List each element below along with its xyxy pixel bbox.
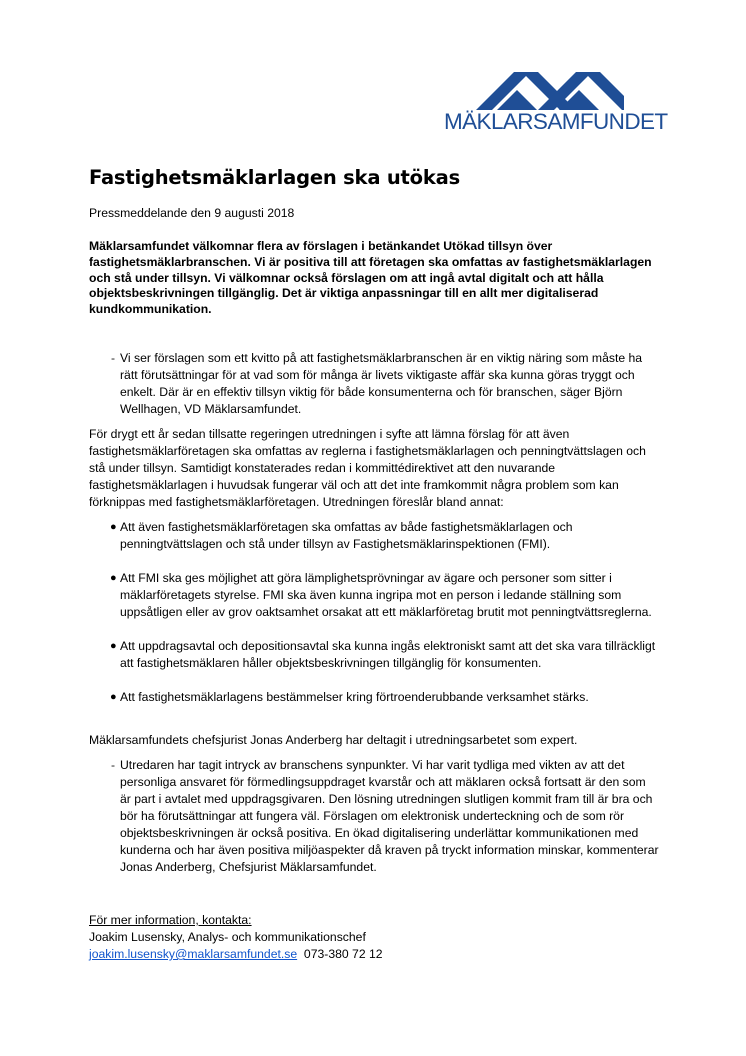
list-item: ● Att även fastighetsmäklarföretagen ska omfattas av både fastighetsmäklarlagen och penningtvättslagen och stå under tillsyn av Fastighetsmäklarinspektionen (FMI). — [110, 520, 573, 551]
bullet-marker: ● — [110, 572, 117, 584]
list-item: ● Att uppdragsavtal och depositionsavtal ska kunna ingås elektroniskt samt att det ska vara tillräckligt att fastighetsmäklaren håller objektsbeskrivningen tillgänglig för konsumenten. — [110, 639, 656, 670]
dash-marker: - — [111, 351, 116, 365]
quote-anderberg — [89, 757, 659, 876]
roofs-logo-icon — [476, 70, 624, 110]
body-paragraph-expert: Mäklarsamfundets chefsjurist Jonas Anderberg har deltagit i utredningsarbetet som expert. — [89, 733, 578, 747]
contact-phone: 073-380 72 12 — [303, 947, 383, 961]
list-item: ● Att fastighetsmäklarlagens bestämmelser kring förtroenderubbande verksamhet stärks. — [110, 690, 589, 704]
body-paragraph-background: För drygt ett år sedan tillsatte regeringen utredningen i syfte att lämna förslag för att även fastighetsmäklarföretagen ska omfattas av reglerna i fastighetsmäklarlagen och penningtvättslagen och stå under tillsyn. Samtidigt konstaterades redan i kommittédirektivet att den nuvarande fastighetsmäklarlagen i huvudsak fungerar väl och att det inte framkommit några problem som kan förknippas med fastighetsmäklarföretagen. Utredningen föreslår bland annat: — [89, 427, 646, 509]
bullet-marker: ● — [110, 691, 117, 703]
contact-block — [89, 912, 383, 963]
page-title: Fastighetsmäklarlagen ska utökas — [89, 166, 461, 189]
bullet-marker: ● — [110, 521, 117, 533]
quote-text: Utredaren har tagit intryck av branschens synpunkter. Vi har varit tydliga med vikten av att det personliga ansvaret för förmedlingsuppdraget kvarstår och att mäklaren också fortsatt är den som är part i avtalet med uppdragsgivaren. Den lösning utredningen slutligen kommit fram till är bra och bör ha förutsättningar att fungera väl. Förslagen om elektronisk underteckning och de som rör objektsbeskrivningen är också positiva. En ökad digitalisering underlättar kommunikationen med kunderna och har även positiva miljöaspekter då kraven på tryckt information minskar, kommenterar Jonas Anderberg, Chefsjurist Mäklarsamfundet. — [120, 758, 659, 874]
proposal-list — [89, 519, 659, 723]
lead-paragraph: Mäklarsamfundet välkomnar flera av förslagen i betänkandet Utökad tillsyn över fastighetsmäklarbranschen. Vi är positiva till att företagen ska omfattas av fastighetsmäklarlagen och stå under tillsyn. Vi välkomnar också förslagen om att ingå avtal digitalt och att hålla objektsbeskrivningen tillgänglig. Det är viktiga anpassningar till en allt mer digitaliserad kundkommunikation. — [89, 239, 652, 317]
maklarsamfundet-logo — [444, 70, 668, 136]
quote-wellhagen — [89, 350, 659, 418]
press-release-date: Pressmeddelande den 9 augusti 2018 — [89, 206, 295, 220]
bullet-marker: ● — [110, 640, 117, 652]
list-item: ● Att FMI ska ges möjlighet att göra lämplighetsprövningar av ägare och personer som sitter i mäklarföretagets styrelse. FMI ska även kunna ingripa mot en person i ledande ställning som uppsåtligen eller av grov oaktsamhet orsakat att ett mäklarföretag brutit mot penningtvättsreglerna. — [110, 571, 652, 619]
quote-text: Vi ser förslagen som ett kvitto på att fastighetsmäklarbranschen är en viktig näring som måste ha rätt förutsättningar för at vad som för många är livets viktigaste affär ska kunna göras tryggt och enkelt. Där är en effektiv tillsyn viktig för både konsumenterna och för branschen, säger Björn Wellhagen, VD Mäklarsamfundet. — [120, 351, 643, 416]
contact-email-link[interactable]: joakim.lusensky@maklarsamfundet.se — [89, 947, 298, 961]
dash-marker: - — [111, 758, 116, 772]
contact-heading: För mer information, kontakta: — [89, 913, 252, 927]
logo-wordmark: MÄKLARSAMFUNDET — [444, 109, 668, 134]
contact-name: Joakim Lusensky, Analys- och kommunikationschef — [89, 930, 366, 944]
